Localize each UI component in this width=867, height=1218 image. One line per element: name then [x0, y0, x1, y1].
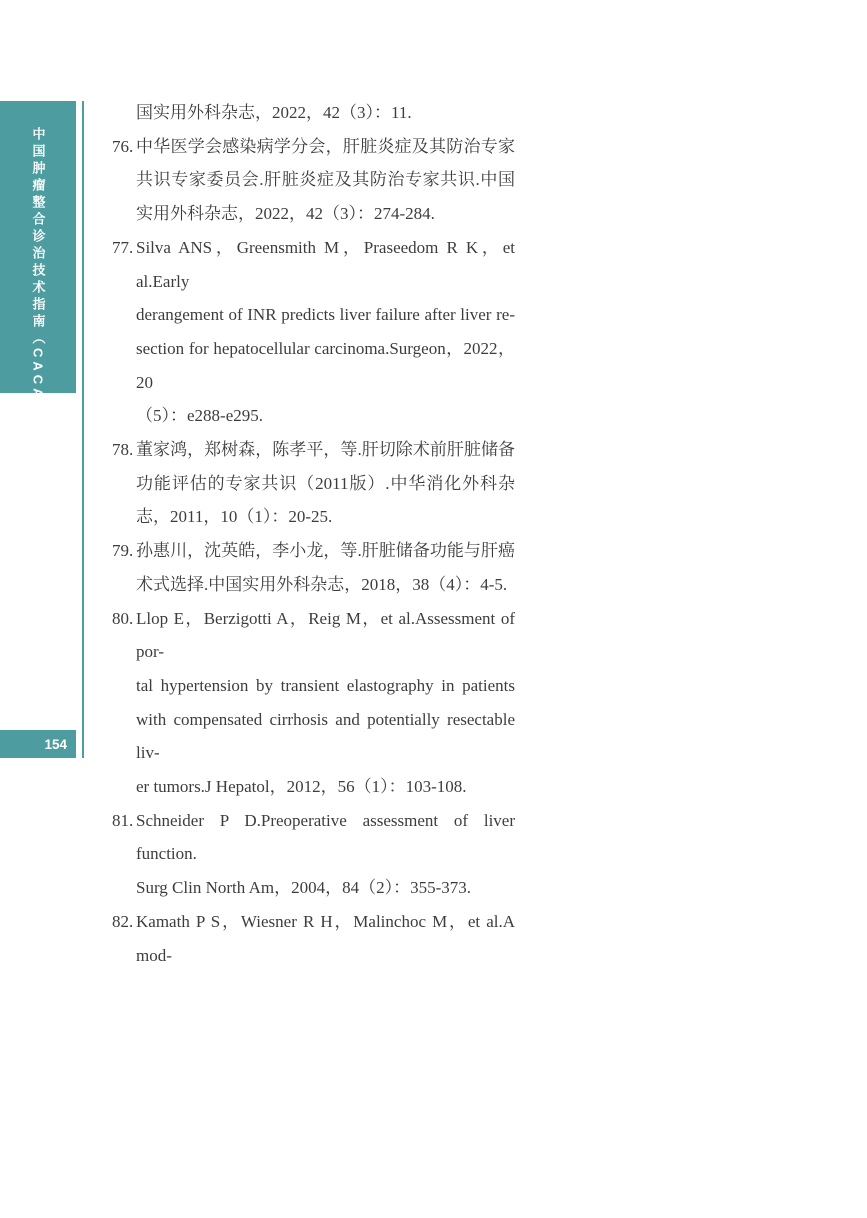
reference-line: Silva ANS，Greensmith M，Praseedom R K，et al.Early — [136, 237, 515, 291]
reference-number: 77. — [112, 237, 134, 257]
reference-number: 76. — [112, 136, 134, 156]
reference-line: 董家鸿，郑树森，陈孝平，等.肝切除术前肝脏储备 — [136, 440, 515, 460]
reference-line: 孙惠川，沈英皓，李小龙，等.肝脏储备功能与肝癌 — [136, 541, 515, 561]
reference-number: 79. — [112, 541, 134, 561]
reference-item-77 — [112, 231, 515, 433]
reference-item-79 — [112, 534, 515, 601]
reference-line: Llop E，Berzigotti A，Reig M，et al.Assessment of por- — [136, 608, 515, 662]
page-number: 154 — [44, 736, 67, 752]
book-title-vertical: 中国肿瘤整合诊治技术指南（CACA） — [30, 127, 46, 419]
page-number-badge — [0, 730, 76, 758]
reference-line: 共识专家委员会.肝脏炎症及其防治专家共识.中国 — [136, 170, 515, 190]
reference-line: 志，2011，10（1）：20-25. — [136, 507, 333, 527]
book-spine-band — [0, 101, 76, 419]
reference-number: 82. — [112, 911, 134, 931]
spine-divider-line — [82, 101, 84, 758]
reference-item-81 — [112, 804, 515, 905]
reference-line: derangement of INR predicts liver failure after liver re- — [136, 305, 515, 325]
reference-line: Schneider P D.Preoperative assessment of liver function. — [136, 810, 515, 864]
reference-number: 81. — [112, 810, 134, 830]
reference-line: 功能评估的专家共识（2011版）.中华消化外科杂 — [136, 473, 515, 493]
reference-line: section for hepatocellular carcinoma.Surgeon，2022，20 — [136, 338, 515, 392]
reference-item-75-continuation — [112, 96, 515, 130]
reference-line: with compensated cirrhosis and potentially resectable liv- — [136, 709, 515, 763]
reference-number: 80. — [112, 608, 134, 628]
reference-line: 中华医学会感染病学分会，肝脏炎症及其防治专家 — [136, 136, 515, 156]
reference-line: 术式选择.中国实用外科杂志，2018，38（4）：4-5. — [136, 574, 508, 594]
references-list — [112, 96, 515, 972]
reference-item-82 — [112, 905, 515, 972]
reference-line: Surg Clin North Am，2004，84（2）：355-373. — [136, 878, 471, 898]
reference-item-78 — [112, 433, 515, 534]
reference-line: Kamath P S，Wiesner R H，Malinchoc M，et al.A mod- — [136, 911, 515, 965]
reference-item-76 — [112, 130, 515, 231]
reference-line: 国实用外科杂志，2022，42（3）：11. — [136, 103, 412, 122]
reference-number: 78. — [112, 440, 134, 460]
reference-line: er tumors.J Hepatol，2012，56（1）：103-108. — [136, 777, 467, 797]
reference-line: 实用外科杂志，2022，42（3）：274-284. — [136, 204, 435, 224]
reference-line: （5）：e288-e295. — [136, 406, 264, 426]
reference-line: tal hypertension by transient elastography in patients — [136, 675, 515, 695]
reference-item-80 — [112, 602, 515, 804]
